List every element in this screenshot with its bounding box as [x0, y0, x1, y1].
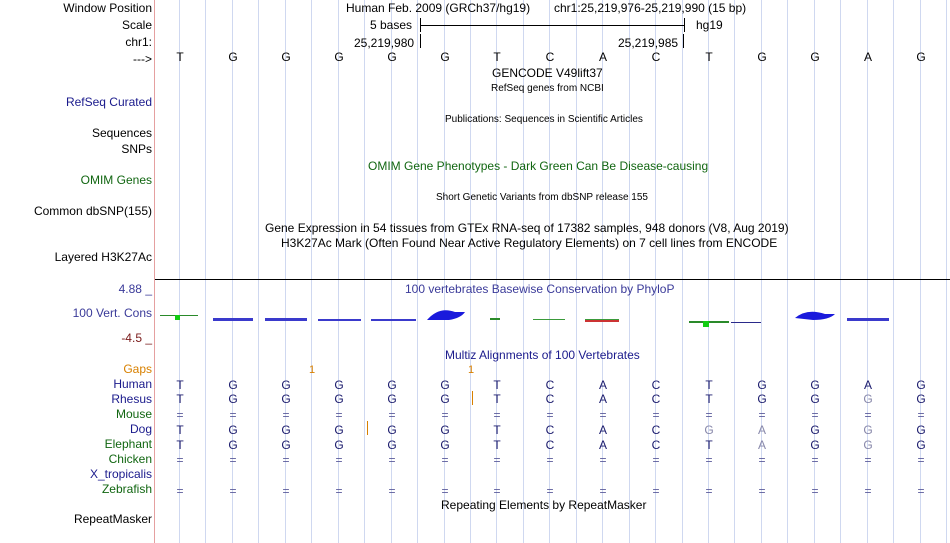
grid-line [364, 0, 365, 543]
human-base: G [440, 378, 450, 392]
label-human[interactable]: Human [113, 377, 152, 391]
human-base: T [705, 378, 713, 392]
dog-base: G [387, 423, 397, 437]
label-common-dbsnp[interactable]: Common dbSNP(155) [33, 204, 152, 218]
chicken-base: = [917, 453, 925, 467]
mouse-base: = [546, 408, 554, 422]
label-repeatmasker[interactable]: RepeatMasker [73, 512, 152, 526]
reference-base: A [863, 50, 872, 64]
reference-base: G [810, 50, 820, 64]
human-base: C [651, 378, 661, 392]
reference-base: T [705, 50, 713, 64]
scale-text: 5 bases [370, 18, 413, 32]
rhesus-base: G [387, 392, 397, 406]
grid-line [258, 0, 259, 543]
human-base: A [863, 378, 872, 392]
mouse-base: = [917, 408, 925, 422]
rhesus-base: G [334, 392, 344, 406]
human-base: A [598, 378, 607, 392]
label-phylop-max: 4.88 _ [118, 282, 152, 296]
zebrafish-base: = [811, 484, 819, 498]
rhesus-base: T [705, 392, 713, 406]
rhesus-base: G [281, 392, 291, 406]
rhesus-base: G [228, 392, 238, 406]
label-zebrafish[interactable]: Zebrafish [101, 482, 152, 496]
human-base: G [757, 378, 767, 392]
chicken-base: = [811, 453, 819, 467]
zebrafish-base: = [599, 484, 607, 498]
rhesus-base: A [598, 392, 607, 406]
chicken-base: = [282, 453, 290, 467]
elephant-base: A [598, 438, 607, 452]
mouse-base: = [441, 408, 449, 422]
zebrafish-base: = [546, 484, 554, 498]
grid-line [470, 0, 471, 543]
elephant-base: T [493, 438, 501, 452]
elephant-base: T [176, 438, 184, 452]
reference-base: G [757, 50, 767, 64]
dog-base: C [651, 423, 661, 437]
phylop-track-desc: 100 vertebrates Basewise Conservation by PhyloP [405, 282, 675, 296]
publications-track-desc: Publications: Sequences in Scientific Articles [445, 114, 643, 125]
zebrafish-base: = [388, 484, 396, 498]
dog-gap-mark [367, 421, 368, 435]
reference-base: G [440, 50, 450, 64]
coord-right-tick [683, 34, 684, 48]
gap-count: 1 [467, 364, 475, 376]
zebrafish-base: = [441, 484, 449, 498]
reference-base: G [916, 50, 926, 64]
scale-bar [420, 25, 684, 26]
elephant-base: A [757, 438, 766, 452]
zebrafish-base: = [282, 484, 290, 498]
label-x-tropicalis[interactable]: X_tropicalis [89, 467, 152, 481]
dbsnp-track-desc: Short Genetic Variants from dbSNP release 155 [436, 192, 648, 203]
dog-base: G [916, 423, 926, 437]
reference-base: G [387, 50, 397, 64]
reference-base: G [334, 50, 344, 64]
grid-line [311, 0, 312, 543]
label-rhesus[interactable]: Rhesus [111, 392, 152, 406]
mouse-base: = [705, 408, 713, 422]
elephant-base: G [228, 438, 238, 452]
human-base: G [916, 378, 926, 392]
rhesus-base: G [863, 392, 873, 406]
chicken-base: = [864, 453, 872, 467]
chicken-base: = [599, 453, 607, 467]
label-omim-genes[interactable]: OMIM Genes [80, 173, 152, 187]
zebrafish-base: = [758, 484, 766, 498]
rhesus-base: C [651, 392, 661, 406]
human-base: G [281, 378, 291, 392]
mouse-base: = [335, 408, 343, 422]
grid-line [629, 0, 630, 543]
grid-line [840, 0, 841, 543]
dog-base: G [810, 423, 820, 437]
label-dog[interactable]: Dog [129, 422, 152, 436]
phylop-graph [155, 298, 950, 336]
dog-base: G [334, 423, 344, 437]
rhesus-base: G [757, 392, 767, 406]
label-phylop-min: -4.5 _ [121, 331, 152, 345]
omim-track-desc: OMIM Gene Phenotypes - Dark Green Can Be Disease-causing [368, 159, 709, 173]
label-chicken[interactable]: Chicken [108, 452, 152, 466]
gap-count: 1 [308, 364, 316, 376]
assembly-title: Human Feb. 2009 (GRCh37/hg19) [346, 1, 531, 15]
refseq-track-desc: RefSeq genes from NCBI [491, 83, 604, 94]
coord-left: 25,219,980 [354, 36, 415, 50]
dog-base: C [545, 423, 555, 437]
label-vert-cons[interactable]: 100 Vert. Cons [72, 306, 152, 320]
chicken-base: = [493, 453, 501, 467]
mouse-base: = [811, 408, 819, 422]
dog-base: G [704, 423, 714, 437]
dog-base: T [176, 423, 184, 437]
human-base: T [176, 378, 184, 392]
chicken-base: = [176, 453, 184, 467]
elephant-base: C [545, 438, 555, 452]
grid-line [205, 0, 206, 543]
chicken-base: = [546, 453, 554, 467]
elephant-base: T [705, 438, 713, 452]
position-range: chr1:25,219,976-25,219,990 (15 bp) [554, 1, 747, 15]
human-base: C [545, 378, 555, 392]
chicken-base: = [388, 453, 396, 467]
mouse-base: = [388, 408, 396, 422]
grid-line [682, 0, 683, 543]
mouse-base: = [652, 408, 660, 422]
label-mouse[interactable]: Mouse [115, 407, 152, 421]
chicken-base: = [335, 453, 343, 467]
mouse-base: = [599, 408, 607, 422]
zebrafish-base: = [652, 484, 660, 498]
mouse-base: = [282, 408, 290, 422]
dog-base: T [493, 423, 501, 437]
elephant-base: G [334, 438, 344, 452]
label-window-position: Window Position [63, 1, 152, 15]
chicken-base: = [758, 453, 766, 467]
label-layered-h3k27ac[interactable]: Layered H3K27Ac [54, 250, 152, 264]
mouse-base: = [176, 408, 184, 422]
repeatmasker-track-desc: Repeating Elements by RepeatMasker [441, 498, 647, 512]
reference-base: G [228, 50, 238, 64]
grid-line [946, 0, 947, 543]
dog-base: A [598, 423, 607, 437]
label-refseq-curated[interactable]: RefSeq Curated [65, 95, 152, 109]
grid-line [417, 0, 418, 543]
coord-left-tick [420, 34, 421, 48]
grid-line [787, 0, 788, 543]
grid-line [893, 0, 894, 543]
gencode-track-title[interactable]: GENCODE V49lift37 [492, 66, 603, 80]
rhesus-base: G [810, 392, 820, 406]
dog-base: A [757, 423, 766, 437]
scale-bar-left-tick [420, 18, 421, 32]
label-scale: Scale [121, 18, 152, 32]
reference-base: G [281, 50, 291, 64]
reference-base: A [598, 50, 607, 64]
human-base: G [810, 378, 820, 392]
dog-base: G [440, 423, 450, 437]
elephant-base: G [863, 438, 873, 452]
mouse-base: = [229, 408, 237, 422]
zebrafish-base: = [864, 484, 872, 498]
human-base: G [228, 378, 238, 392]
zebrafish-base: = [917, 484, 925, 498]
grid-line [734, 0, 735, 543]
zebrafish-base: = [176, 484, 184, 498]
elephant-base: G [387, 438, 397, 452]
human-base: G [334, 378, 344, 392]
label-elephant[interactable]: Elephant [104, 437, 152, 451]
elephant-base: C [651, 438, 661, 452]
mouse-base: = [493, 408, 501, 422]
chicken-base: = [652, 453, 660, 467]
rhesus-base: T [176, 392, 184, 406]
chicken-base: = [229, 453, 237, 467]
h3k27ac-track-desc: H3K27Ac Mark (Often Found Near Active Regulatory Elements) on 7 cell lines from ENCODE [281, 236, 778, 250]
rhesus-base: C [545, 392, 555, 406]
elephant-base: G [281, 438, 291, 452]
rhesus-base: G [916, 392, 926, 406]
track-separator [155, 279, 950, 280]
dog-base: G [281, 423, 291, 437]
dog-base: G [863, 423, 873, 437]
rhesus-base: G [440, 392, 450, 406]
reference-base: T [493, 50, 501, 64]
mouse-base: = [758, 408, 766, 422]
label-chr: chr1: [125, 35, 152, 49]
elephant-base: G [810, 438, 820, 452]
mouse-base: = [864, 408, 872, 422]
scale-bar-right-tick [684, 18, 685, 32]
scale-db: hg19 [696, 18, 723, 32]
zebrafish-base: = [335, 484, 343, 498]
elephant-base: G [440, 438, 450, 452]
reference-base: T [176, 50, 184, 64]
gtex-track-desc: Gene Expression in 54 tissues from GTEx RNA-seq of 17382 samples, 948 donors (V8, Aug 2019) [265, 221, 789, 235]
zebrafish-base: = [705, 484, 713, 498]
label-gaps[interactable]: Gaps [123, 362, 152, 376]
zebrafish-base: = [493, 484, 501, 498]
reference-base: C [545, 50, 555, 64]
chicken-base: = [705, 453, 713, 467]
elephant-base: G [916, 438, 926, 452]
label-snps[interactable]: SNPs [121, 142, 152, 156]
label-sequences[interactable]: Sequences [91, 126, 152, 140]
human-base: G [387, 378, 397, 392]
dog-base: G [228, 423, 238, 437]
chicken-base: = [441, 453, 449, 467]
coord-right: 25,219,985 [618, 36, 679, 50]
human-base: T [493, 378, 501, 392]
rhesus-base: T [493, 392, 501, 406]
zebrafish-base: = [229, 484, 237, 498]
reference-base: C [651, 50, 661, 64]
rhesus-gap-mark [472, 391, 473, 405]
multiz-track-desc: Multiz Alignments of 100 Vertebrates [445, 348, 640, 362]
label-strand[interactable]: ---> [133, 52, 152, 66]
